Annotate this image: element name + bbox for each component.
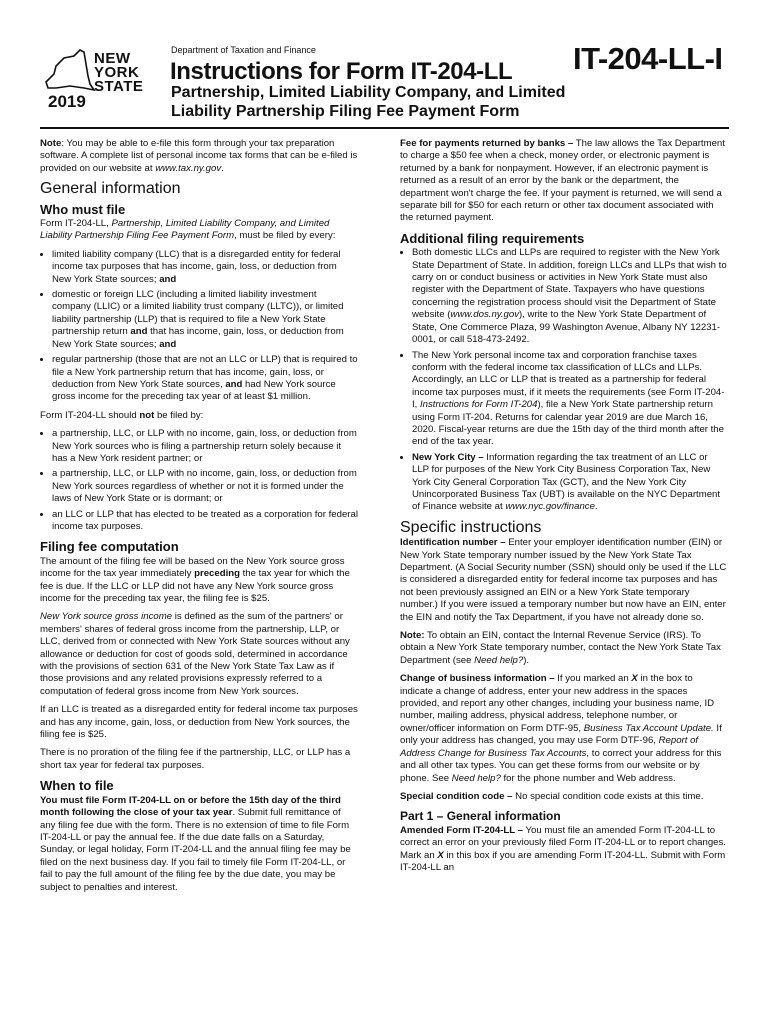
logo-word-state: STATE <box>94 78 144 95</box>
not-filed-intro <box>40 410 358 422</box>
item-form-title: Instructions for Form IT-204 <box>420 399 538 411</box>
scc-text: No special condition code exists at this time. <box>512 790 704 802</box>
nysgi-text: is defined as the sum of the partners' or members' shares of federal gross income from the partnership, LLP, or LLC, derived from or connected with New York State sources without any allowance or deduction for cost of goods sold, determined in accordance with the provisions of section 631 of the New York State Tax Law as if those provisions and any related provisions expressly referred to a computation of federal gross income from New York sources. <box>40 611 350 697</box>
amend-label: Amended Form IT-204-LL – <box>400 824 523 836</box>
department-name: Department of Taxation and Finance <box>171 45 316 55</box>
additional-requirements-list <box>400 247 727 514</box>
specific-instructions-heading: Specific instructions <box>400 518 542 536</box>
dos-website-link[interactable]: www.dos.ny.gov <box>450 309 519 321</box>
x-mark: X <box>631 673 638 685</box>
chg-text: in the box to indicate a change of address, enter your new address in the spaces provided, and report any other changes, including your business name, ID number, mailing address, physical address, telephone number, or owner/officer information on Form DTF-95, <box>400 673 715 734</box>
must-file-list <box>40 249 358 404</box>
list-item: • a partnership, LLC, or LLP with no income, gain, loss, or deduction from New York sources regardless of whether or not it is formed under the laws of New York State or is dormant; or <box>52 468 358 505</box>
who-text-c: , must be filed by every: <box>234 230 336 242</box>
note-end: . <box>221 162 224 174</box>
proration-text: There is no proration of the filing fee if the partnership, LLC, or LLP has a short tax year for federal tax purposes. <box>40 747 351 771</box>
item-text: ), write to the New York State Department of State, One Commerce Plaza, 99 Washington Avenue, Albany NY 12231-0001, or call 518-473-2492. <box>412 309 721 346</box>
chg-text: If only your address has changed, you may use Form DTF-96, <box>400 722 722 747</box>
chg-form-title: Business Tax Account Update. <box>583 722 714 734</box>
fee-text-c: the tax year for which the fee is due. If the LLC or LLP did not have any New York source gross income for the preceding tax year, the filing fee is $25. <box>40 568 350 604</box>
page-title: Instructions for Form IT-204-LL <box>170 58 513 85</box>
item-text: ), file a New York State partnership return using Form IT-204. Returns for calendar year 2019 are due March 16, 2020. Fiscal-year returns are due the 15th day of the third month after the end of the tax year. <box>412 399 724 448</box>
banks-label: Fee for payments returned by banks – <box>400 138 574 149</box>
when-to-file-heading: When to file <box>40 778 114 794</box>
when-text: . Submit full remittance of any filing fee due with the form. There is no extension of time to file Form IT-204-LL or pay the annual fee. If the due date falls on a Saturday, Sunday, or legal holiday, Form IT-204-LL and the annual filing fee may be filed on the next business day. If you fail to timely file Form IT-204-LL, or fail to pay the full amount of the filing fee by the due date, you may be subject to penalties and interest. <box>40 807 351 893</box>
list-item <box>52 354 358 404</box>
logo-word-new: NEW <box>94 50 131 67</box>
who-text-a: Form IT-204-LL, <box>40 218 112 230</box>
item-label: New York City – <box>412 451 484 463</box>
note2-text: To obtain an EIN, contact the Internal Revenue Service (IRS). To obtain a New York State temporary number, contact the New York State Tax Department (see <box>400 630 721 666</box>
note2-end: ). <box>523 654 530 666</box>
returned-payments-text <box>400 138 727 225</box>
list-item <box>52 289 358 351</box>
id-label: Identification number – <box>400 537 506 549</box>
scc-label: Special condition code – <box>400 790 513 802</box>
nys-logo <box>40 46 150 118</box>
not-filed-list <box>40 428 358 533</box>
left-column <box>40 138 358 900</box>
item-text: regular partnership (those that are not an LLC or LLP) that is required to file a New York partnership return that has income, gain, loss, or deduction from New York State sources, <box>52 354 358 390</box>
who-must-file-text <box>40 218 358 243</box>
change-of-business-text <box>400 673 727 785</box>
item-and: and <box>159 273 177 285</box>
right-column <box>400 138 727 880</box>
nysgi-definition <box>40 611 358 698</box>
item-text: that has income, gain, loss, or deduction from New York State sources; <box>52 326 344 350</box>
need-help-ref: Need help? <box>474 654 524 666</box>
item-and: and <box>225 378 243 390</box>
list-item: • a partnership, LLC, or LLP with no income, gain, loss, or deduction from New York sources who is filing a partnership return solely because it has a New York resident partner; or <box>52 428 358 465</box>
list-item <box>412 247 727 346</box>
item-text: Both domestic LLCs and LLPs are required to register with the New York State Department of State. In addition, foreign LLCs and LLPs that wish to carry on or conduct business or activities in New York State must also register with the Department of State. Taxpayers who have questions concerning the registration process should visit the Department of State website ( <box>412 247 727 321</box>
fee-text-a: The amount of the filing fee will be based on the New York source gross income for the tax year immediately <box>40 555 345 580</box>
item-text: The New York personal income tax and corporation franchise taxes conform with the federal income tax classification of LLCs and LLPs. Accordingly, an LLC or LLP that is treated as a partnership for federal income tax purposes must, if it meets the requirements (see Form IT-204-I, <box>412 349 725 411</box>
general-information-heading: General information <box>40 180 181 198</box>
list-item: • an LLC or LLP that has elected to be treated as a corporation for federal income tax purposes. <box>52 509 358 534</box>
banks-text: The law allows the Tax Department to charge a $50 fee when a check, money order, or electronic payment is returned by a bank for nonpayment. However, if an electronic payment is returned as a result of an error by the bank or the department, the department won't charge the fee. If your payment is returned, we will send a separate bill for $50 for each return or other tax document associated with the returned payment. <box>400 138 725 224</box>
item-text: Information regarding the tax treatment of an LLC or LLP for purposes of the New York City Business Corporation Tax, New York City General Corporation Tax (GCT), and the New York City Unincorporated Business Tax (UBT) is available on the NYC Department of Finance website at <box>412 451 721 513</box>
list-item <box>52 249 358 286</box>
efile-note <box>40 138 358 175</box>
part1-heading: Part 1 – General information <box>400 809 561 824</box>
item-text: had New York source gross income for the preceding tax year of at least $1 million. <box>52 378 336 403</box>
page-subtitle: Partnership, Limited Liability Company, and Limited Liability Partnership Filing Fee Payment Form <box>171 84 566 120</box>
logo-word-york: YORK <box>94 64 140 81</box>
item-and: and <box>130 326 148 338</box>
who-must-file-heading: Who must file <box>40 201 126 217</box>
tax-year: 2019 <box>48 92 86 111</box>
header-divider <box>40 127 729 129</box>
note2-label: Note: <box>400 630 425 642</box>
nyc-finance-link[interactable]: www.nyc.gov/finance <box>505 501 595 513</box>
item-and: and <box>159 338 177 350</box>
filing-fee-heading: Filing fee computation <box>40 539 179 555</box>
item-text: domestic or foreign LLC (including a limited liability investment company (LLIC) or a limited liability trust company (LLTC)), or limited liability partnership (LLP) that is required to file a New York State partnership return <box>52 289 344 338</box>
not-text-a: Form IT-204-LL should <box>40 409 140 421</box>
list-item <box>412 350 727 449</box>
fee-emphasis: preceding <box>194 568 240 580</box>
need-help-ref: Need help? <box>451 772 501 784</box>
amend-text: in this box if you are amending Form IT-204-LL. Submit with Form IT-204-LL an <box>400 849 726 873</box>
chg-form-title: Report of Address Change for Business Tax Accounts, <box>400 735 699 759</box>
chg-label: Change of business information – <box>400 673 555 685</box>
not-text-c: be filed by: <box>154 409 204 421</box>
filing-fee-text <box>40 556 358 606</box>
identification-number-text <box>400 537 727 624</box>
nysgi-term: New York source gross income <box>40 611 173 623</box>
special-condition-code-text <box>400 791 727 803</box>
not-emphasis: not <box>139 409 155 421</box>
item-text: . <box>594 501 598 513</box>
chg-text: If you marked an <box>554 673 632 685</box>
chg-text: to correct your address for this and all other tax types. You can get these forms from our website or by phone. See <box>400 747 722 784</box>
who-form-name: Partnership, Limited Liability Company, and Limited Liability Partnership Filing Fee Payment Form <box>40 218 330 242</box>
amend-text: You must file an amended Form IT-204-LL to correct an error on your previously filed Form IT-204-LL or to report changes. Mark an <box>400 824 726 861</box>
form-id: IT-204-LL-I <box>573 41 723 76</box>
ein-note <box>400 630 727 667</box>
additional-requirements-heading: Additional filing requirements <box>400 230 585 246</box>
id-text: Enter your employer identification number (EIN) or New York State temporary number issued by the New York State Tax Department. (A Social Security number (SSN) should only be used if the LLC is considered a disregarded entity for federal income tax purposes and has not been previously assigned an EIN or a New York State temporary number.) If you were issued a temporary number but now have an EIN, enter the EIN and notify the Tax Department, if you have not already done so. <box>400 537 727 623</box>
note-label: Note <box>40 138 62 149</box>
state-outline-icon <box>40 46 96 98</box>
tax-website-link[interactable]: www.tax.ny.gov <box>155 162 222 174</box>
disregarded-entity-text: If an LLC is treated as a disregarded entity for federal income tax purposes and has any income, gain, loss, or deduction from New York sources, the filing fee is $25. <box>40 704 358 741</box>
chg-text: for the phone number and Web address. <box>500 772 676 784</box>
x-mark: X <box>437 849 444 861</box>
amended-form-text <box>400 825 727 875</box>
note-text: : You may be able to e-file this form through your tax preparation software. A complete list of personal income tax forms that can be e-filed is provided on our website at <box>40 138 358 174</box>
when-emphasis: You must file Form IT-204-LL on or before the 15th day of the third month following the close of your tax year <box>40 794 341 819</box>
list-item <box>412 452 727 514</box>
when-to-file-text <box>40 795 358 894</box>
item-text: limited liability company (LLC) that is a disregarded entity for federal income tax purposes that has income, gain, loss, or deduction from New York State sources; <box>52 248 341 285</box>
